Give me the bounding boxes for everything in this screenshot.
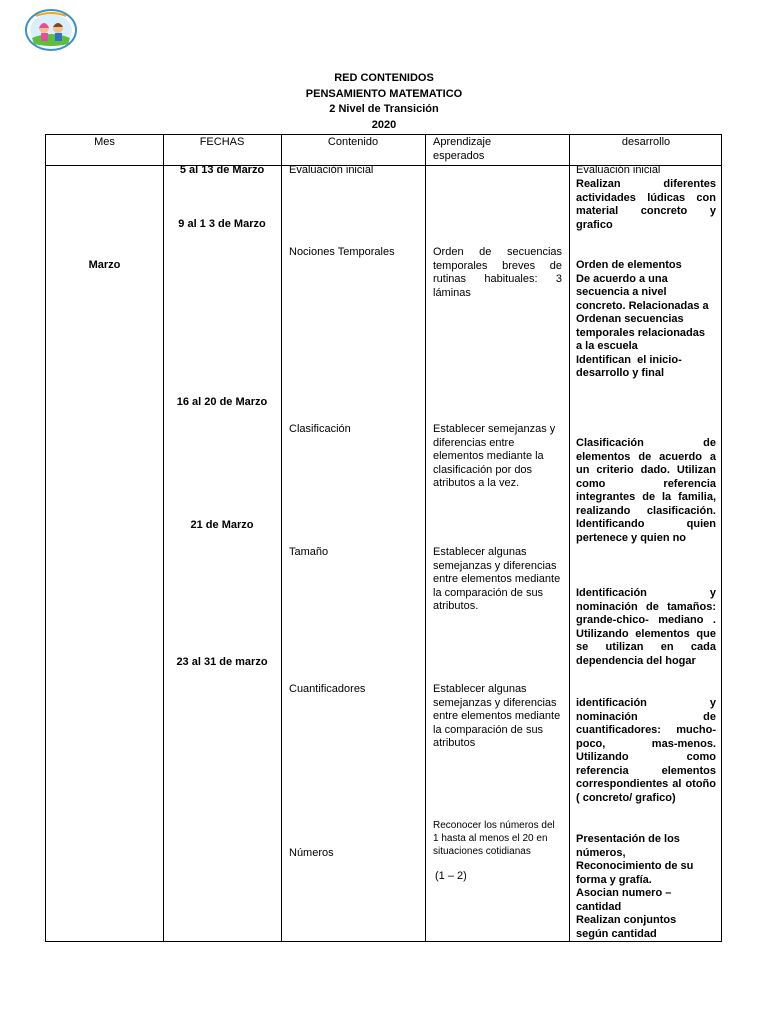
activity-description: Identificación y nominación de tamaños: grande-chico- mediano . Utilizando elementos que se utilizan en cada dependencia del hogar bbox=[576, 587, 716, 667]
content-topic: Números bbox=[289, 847, 334, 859]
learning-objective: Reconocer los números del 1 hasta al menos el 20 en situaciones cotidianas bbox=[433, 820, 555, 857]
activity-title: Evaluación inicial bbox=[576, 164, 661, 176]
column-header-fechas: FECHAS bbox=[199, 136, 245, 148]
content-topic: Nociones Temporales bbox=[289, 246, 395, 258]
date-range: 21 de Marzo bbox=[190, 519, 254, 531]
column-divider bbox=[569, 135, 570, 941]
column-header-mes: Mes bbox=[94, 136, 115, 148]
column-divider bbox=[163, 135, 164, 941]
learning-objective: Orden de secuencias temporales breves de rutinas habituales: 3 láminas bbox=[433, 246, 562, 299]
content-table bbox=[45, 134, 722, 942]
date-range: 9 al 1 3 de Marzo bbox=[178, 218, 266, 230]
activity-description: Realizan diferentes actividades lúdicas con material concreto y grafico bbox=[576, 178, 716, 231]
column-header-aprendizaje: Aprendizaje bbox=[433, 136, 492, 148]
header-title: RED CONTENIDOS bbox=[334, 72, 434, 84]
column-divider bbox=[281, 135, 282, 941]
activity-description: Clasificación de elementos de acuerdo a un criterio dado. Utilizan como referencia integrantes de la familia, realizando clasificación. Identificando quien pertenece y quien no bbox=[576, 437, 716, 544]
content-topic: Clasificación bbox=[289, 423, 351, 435]
column-header-contenido: Contenido bbox=[327, 136, 379, 148]
header-level: 2 Nivel de Transición bbox=[329, 103, 439, 115]
learning-objective: Establecer algunas semejanzas y diferencias entre elementos mediante la comparación de sus atributos bbox=[433, 683, 561, 749]
month-cell: Marzo bbox=[88, 259, 121, 271]
column-header-esperados: esperados bbox=[433, 150, 485, 162]
date-range: 5 al 13 de Marzo bbox=[179, 164, 265, 176]
content-topic: Evaluación inicial bbox=[289, 164, 374, 176]
activity-description: Orden de elementos De acuerdo a una secuencia a nivel concreto. Relacionadas a Ordenan secuencias temporales relacionadas a la escuela Identifican el inicio- desarrollo y final bbox=[576, 259, 709, 379]
learning-objective: Establecer semejanzas y diferencias entre elementos mediante la clasificación por dos atributos a la vez. bbox=[433, 423, 556, 489]
column-header-desarrollo: desarrollo bbox=[621, 136, 671, 148]
activity-description: Presentación de los números, Reconocimiento de su forma y grafía. Asocian numero – cantidad Realizan conjuntos según cantidad bbox=[576, 833, 694, 940]
content-topic: Cuantificadores bbox=[289, 683, 366, 695]
learning-objective: Establecer algunas semejanzas y diferencias entre elementos mediante la comparación de sus atributos. bbox=[433, 546, 561, 612]
date-range: 23 al 31 de marzo bbox=[176, 656, 268, 668]
activity-description: identificación y nominación de cuantificadores: mucho-poco, mas-menos. Utilizando como referencia elementos correspondientes al otoño ( concreto/ grafico) bbox=[576, 697, 716, 804]
document-header bbox=[0, 71, 768, 133]
column-divider bbox=[425, 135, 426, 941]
date-range: 16 al 20 de Marzo bbox=[176, 396, 268, 408]
learning-objective-range: (1 – 2) bbox=[435, 870, 467, 882]
header-year: 2020 bbox=[371, 118, 397, 131]
header-subject: PENSAMIENTO MATEMATICO bbox=[305, 87, 463, 100]
content-topic: Tamaño bbox=[289, 546, 329, 558]
school-logo bbox=[24, 8, 78, 52]
